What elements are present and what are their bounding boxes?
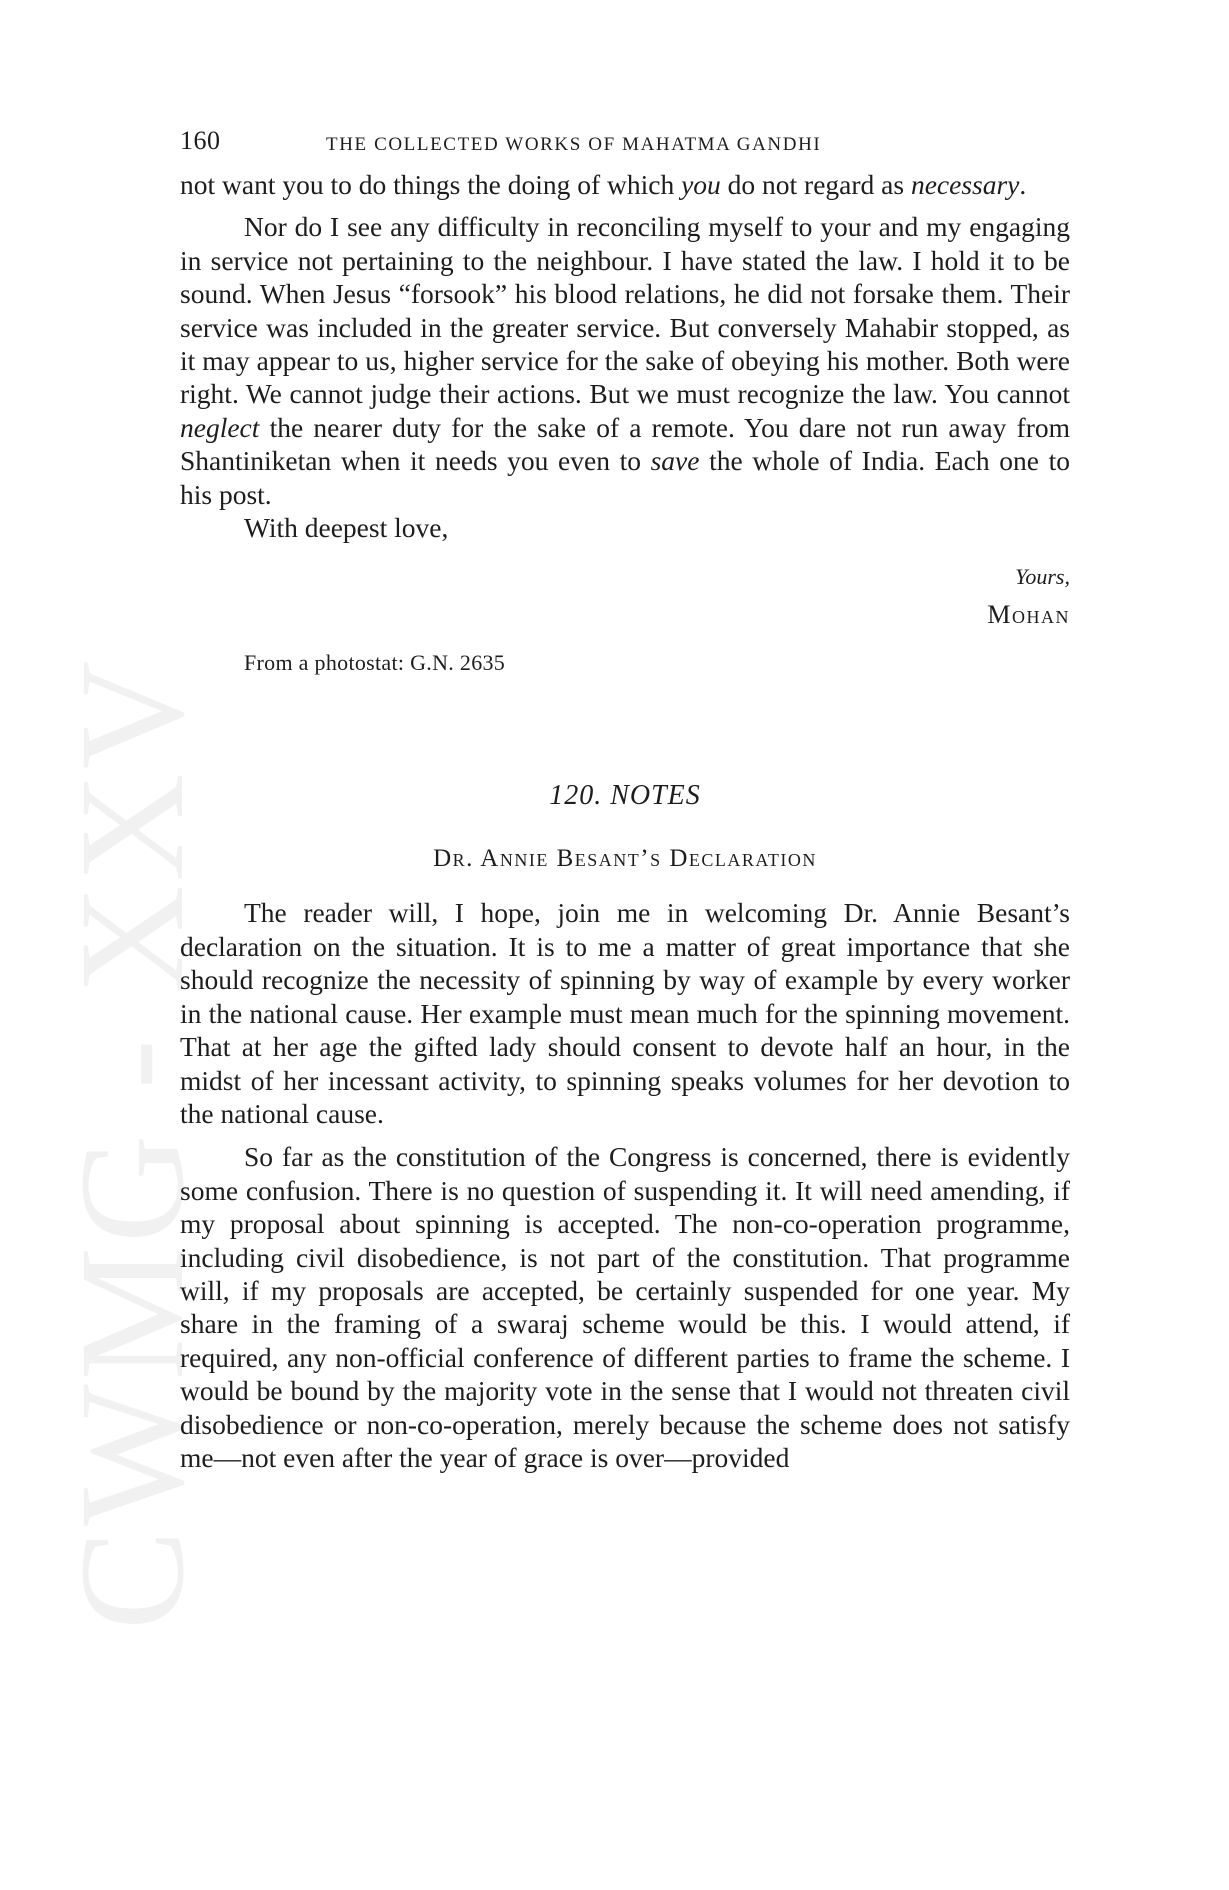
text-run: the whole of India. Each one to his post.: [180, 445, 1070, 510]
text-run: not want you to do things the doing of which: [180, 169, 682, 200]
body-paragraph: The reader will, I hope, join me in welcoming Dr. Annie Besant’s declaration on the situation. It is to me a matter of great importance that she should recognize the necessity of spinning by way of example by every worker in the national cause. Her example must mean much for the spinning movement. That at her age the gifted lady should consent to devote half an hour, in the midst of her incessant activity, to spinning speaks volumes for her devotion to the national cause.: [180, 897, 1070, 1129]
text-run: .: [1019, 169, 1027, 200]
body-paragraph: So far as the constitution of the Congress is concerned, there is evidently some confusion. There is no question of suspending it. It will need amending, if my proposal about spinning is accepted. The non-co-operation programme, including civil disobedience, is not part of the constitution. That programme will, if my proposals are accepted, be certainly suspended for one year. My share in the framing of a swaraj scheme would be this. I would attend, if required, any non-official conference of different parties to frame the scheme. I would be bound by the majority vote in the sense that I would not threaten civil disobedience or non-co-operation, merely because the scheme does not satisfy me—not even after the year of grace is over—provided: [180, 1141, 1070, 1473]
section-subheading: Dr. Annie Besant’s Declaration: [433, 845, 817, 873]
page-content: [180, 126, 1070, 1474]
running-title: THE COLLECTED WORKS OF MAHATMA GANDHI: [326, 134, 822, 155]
watermark-text: CWMG - XXV: [49, 656, 215, 1630]
emphasis: necessary: [910, 169, 1020, 200]
emphasis: save: [650, 445, 700, 477]
emphasis: you: [681, 169, 721, 200]
text-run: Nor do I see any difficulty in reconciling myself to your and my engaging in service not pertaining to the neighbour. I have stated the law. I hold it to be sound. When Jesus “forsook” his blood relations, he did not forsake them. Their service was included in the greater service. But conversely Mahabir stopped, as it may appear to us, higher service for the sake of obeying his mother. Both were right. We cannot judge their actions. But we must recognize the law. You cannot: [180, 211, 1070, 410]
letter-closing: With deepest love,: [244, 512, 449, 544]
text-run: do not regard as: [720, 169, 911, 200]
valediction: Yours,: [1015, 564, 1070, 590]
letter-opening-paragraph: [180, 168, 1070, 201]
page-number: 160: [180, 126, 221, 155]
text-run: the nearer duty for the sake of a remote. You dare not run away from Shantiniketan when it needs you even to: [180, 411, 1070, 477]
running-head: [180, 126, 1070, 160]
letter-paragraph: [180, 210, 1070, 511]
signature: Mohan: [987, 600, 1070, 630]
source-note: From a photostat: G.N. 2635: [244, 650, 506, 676]
emphasis: neglect: [180, 411, 260, 443]
section-heading: 120. NOTES: [549, 780, 701, 812]
